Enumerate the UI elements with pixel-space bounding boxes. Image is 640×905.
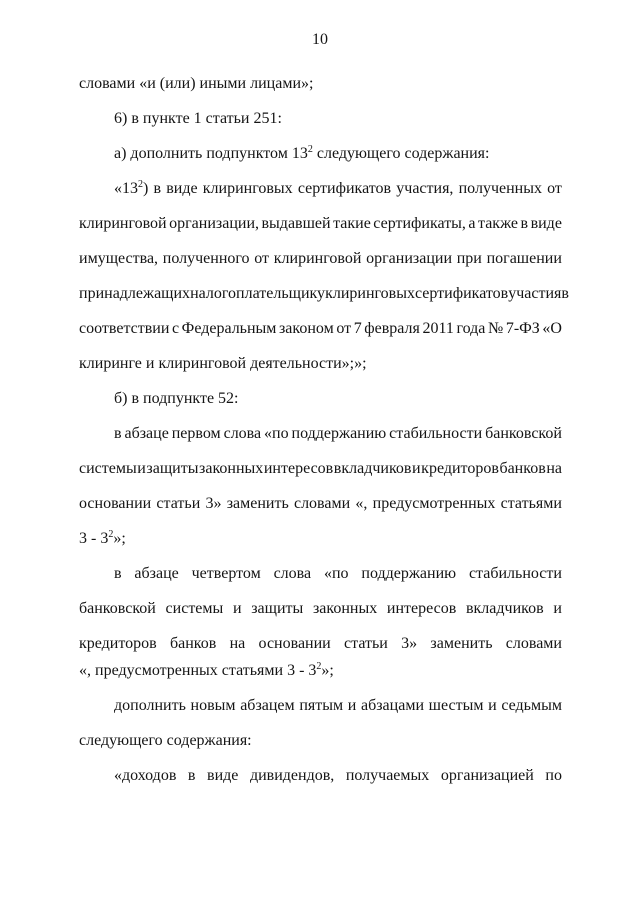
text-line-9 (0, 352, 640, 376)
text-line-10 (0, 387, 640, 411)
word: года (456, 320, 486, 337)
text-line-2 (0, 107, 640, 131)
text-line-18 (0, 659, 640, 683)
text-line-19 (114, 694, 562, 718)
word: абзаце (134, 565, 179, 582)
word: стабильности (389, 425, 483, 442)
word: слова (223, 425, 262, 442)
word: в (561, 285, 569, 302)
word: 7 (353, 320, 362, 337)
word: законных (312, 600, 378, 617)
word: в (114, 565, 122, 582)
word: первом (171, 425, 221, 442)
word: заменить (226, 495, 289, 512)
word: статьями (500, 495, 562, 512)
word: «доходов (114, 767, 177, 784)
text-line-3-part-b: следующего содержания: (312, 145, 490, 162)
word: организацией (440, 767, 534, 784)
word: в (114, 425, 122, 442)
word: и (553, 600, 562, 617)
word: имущества, (79, 250, 159, 267)
text-line-12 (79, 457, 562, 481)
word: слова (273, 565, 312, 582)
text-line-5 (79, 212, 562, 236)
word: по (545, 767, 562, 784)
text-line-21 (114, 764, 562, 788)
text-line-2-content: 6) в пункте 1 статьи 251: (114, 110, 282, 127)
text-line-8 (79, 317, 562, 341)
text-line-14-part-b: »; (113, 530, 126, 547)
text-line-16 (79, 597, 562, 621)
word: основании (79, 495, 152, 512)
text-line-3-content (114, 142, 489, 166)
word: защиты (251, 600, 304, 617)
word: интересов (263, 460, 334, 477)
text-line-14 (0, 527, 640, 551)
word: новым (190, 697, 236, 714)
word: абзацем (240, 697, 295, 714)
word: и (137, 460, 146, 477)
word: в (520, 215, 529, 232)
text-line-15 (114, 562, 562, 586)
word: банковской (485, 425, 562, 442)
word: виде (207, 767, 239, 784)
word: от (336, 320, 352, 337)
word: шестым (428, 697, 484, 714)
word: налогоплательщику (190, 285, 326, 302)
word: в (153, 180, 162, 197)
superscript: 2 (138, 179, 143, 190)
word: в (187, 767, 196, 784)
word: от (254, 250, 270, 267)
word: виде (530, 215, 562, 232)
word: сертификаты, (373, 215, 466, 232)
text-line-1-content: словами «и (или) иными лицами»; (79, 75, 314, 92)
word: 7-ФЗ (505, 320, 540, 337)
word: заменить (430, 635, 493, 652)
word: кредиторов (79, 635, 157, 652)
text-line-18-part-a: «, предусмотренных статьями 3 - 3 (79, 662, 317, 679)
word: соответствии (79, 320, 170, 337)
word: законом (278, 320, 334, 337)
word: словами (505, 635, 562, 652)
text-line-14-part-a: 3 - 3 (79, 530, 109, 547)
word: сертификатов (297, 180, 392, 197)
text-line-3-part-a: а) дополнить подпунктом 13 (114, 145, 308, 162)
word: клиринговых (325, 285, 415, 302)
word: седьмым (501, 697, 562, 714)
word: виде (166, 180, 198, 197)
text-line-9-content: клиринге и клиринговой деятельности»;»; (79, 355, 367, 372)
word: участия, (396, 180, 454, 197)
text-line-7 (79, 282, 569, 306)
text-line-13 (79, 492, 562, 516)
word: словами (293, 495, 351, 512)
text-line-14-content (79, 527, 126, 551)
word: законных (199, 460, 264, 477)
word: выдавшей (261, 215, 331, 232)
text-line-18-part-b: »; (321, 662, 334, 679)
text-line-17 (79, 632, 562, 656)
word: февраля (364, 320, 420, 337)
word-part: «13 (114, 180, 138, 197)
word: а (468, 215, 476, 232)
word: на (229, 635, 246, 652)
word: получаемых (345, 767, 430, 784)
word: 3» (401, 635, 418, 652)
word: и (412, 460, 421, 477)
word: поддержанию (291, 425, 387, 442)
word: от (547, 180, 562, 197)
word: и (347, 697, 357, 714)
word: защиты (146, 460, 199, 477)
text-line-18-content (79, 659, 334, 683)
word: вкладчиков (333, 460, 412, 477)
word-part: ) (143, 180, 149, 197)
text-line-11 (114, 422, 562, 446)
word: погашении (486, 250, 562, 267)
word: предусмотренных (372, 495, 496, 512)
word: полученных (458, 180, 542, 197)
word: четвертом (191, 565, 261, 582)
word: организации, (169, 215, 260, 232)
word: № (487, 320, 504, 337)
text-line-6 (79, 247, 562, 271)
word: и (488, 697, 497, 714)
word: полученного (162, 250, 250, 267)
word: «, (355, 495, 368, 512)
text-line-3 (0, 142, 640, 166)
word: пятым (299, 697, 344, 714)
word: «О (542, 320, 562, 337)
word: банковской (79, 600, 156, 617)
word: клиринговой (79, 215, 167, 232)
text-line-4 (114, 177, 562, 201)
word: статьи (156, 495, 201, 512)
word: участия (508, 285, 562, 302)
word: сертификатов (414, 285, 509, 302)
word: также (478, 215, 519, 232)
word: принадлежащих (79, 285, 191, 302)
word: с (171, 320, 180, 337)
word: стабильности (468, 565, 562, 582)
word: клиринговой (273, 250, 362, 267)
text-line-20 (0, 729, 640, 753)
word: и (232, 600, 242, 617)
word: дополнить (114, 697, 186, 714)
superscript: 2 (307, 144, 313, 155)
word: абзацами (360, 697, 424, 714)
word: системы (165, 600, 224, 617)
text-line-10-content: б) в подпункте 52: (114, 390, 239, 407)
word: системы (79, 460, 137, 477)
word: «по (323, 565, 349, 582)
word: основании (258, 635, 331, 652)
word: банков (169, 635, 217, 652)
superscript: 2 (108, 529, 114, 540)
page-number: 10 (312, 31, 328, 48)
word (114, 177, 148, 201)
word: вкладчиков (465, 600, 544, 617)
word: такие (333, 215, 371, 232)
word: при (456, 250, 482, 267)
word: абзаце (124, 425, 169, 442)
word: организации (366, 250, 453, 267)
word: поддержанию (361, 565, 457, 582)
word: Федеральным (181, 320, 277, 337)
word: дивидендов, (249, 767, 335, 784)
word: 3» (205, 495, 222, 512)
word: «по (264, 425, 289, 442)
word: банков (499, 460, 546, 477)
superscript: 2 (316, 661, 322, 672)
word: 2011 (422, 320, 454, 337)
text-line-1 (0, 72, 640, 96)
text-line-20-content: следующего содержания: (79, 732, 252, 749)
word: интересов (386, 600, 457, 617)
word: статьи (344, 635, 388, 652)
word: кредиторов (421, 460, 499, 477)
word: на (546, 460, 562, 477)
word: клиринговых (202, 180, 293, 197)
